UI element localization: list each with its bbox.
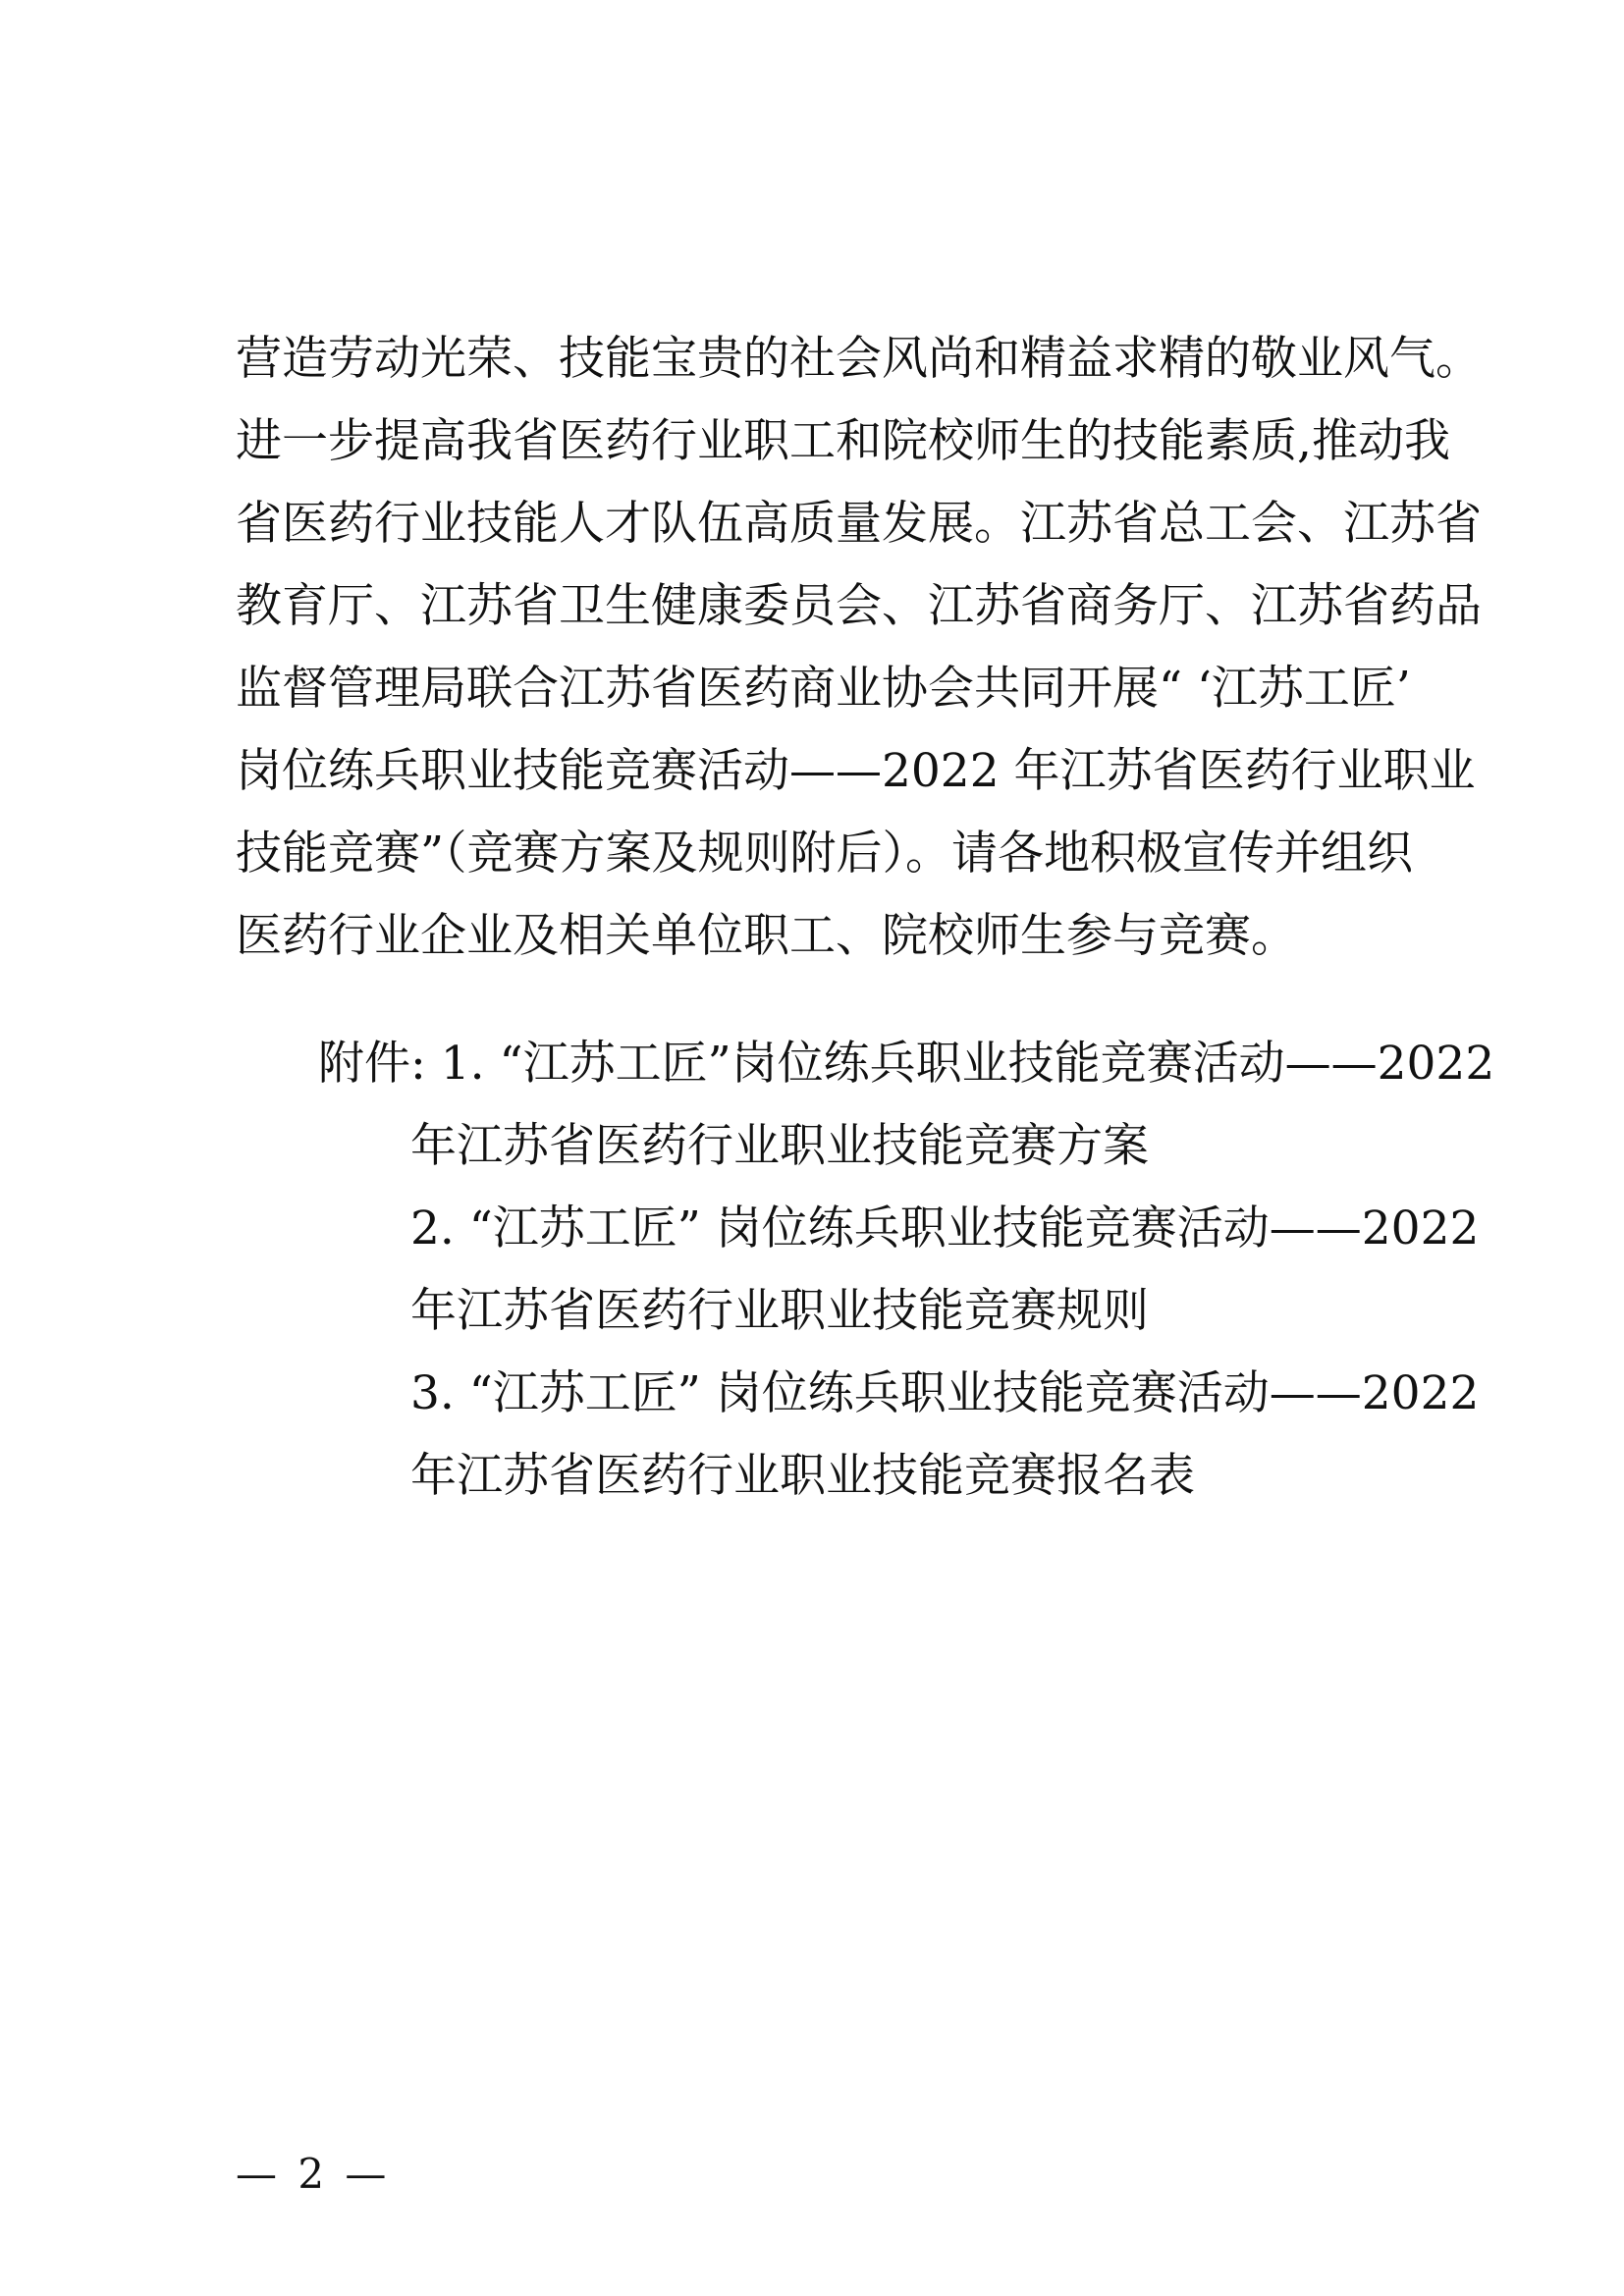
page-number: — 2 —: [236, 2150, 391, 2198]
body-line: 教育厅、江苏省卫生健康委员会、江苏省商务厅、江苏省药品: [236, 579, 1482, 633]
attachment-item-3-cont: 年江苏省医药行业职业技能竞赛报名表: [410, 1449, 1195, 1503]
attachment-item-2: 2. “江苏工匠” 岗位练兵职业技能竞赛活动——2022: [410, 1201, 1480, 1255]
body-line: 省医药行业技能人才队伍高质量发展。江苏省总工会、江苏省: [236, 497, 1482, 551]
attachment-item-1: 附件: 1. “江苏工匠”岗位练兵职业技能竞赛活动——2022: [318, 1037, 1495, 1091]
body-line: 监督管理局联合江苏省医药商业协会共同开展“ ‘江苏工匠’: [236, 662, 1411, 716]
body-line: 进一步提高我省医药行业职工和院校师生的技能素质,推动我: [236, 414, 1450, 468]
body-line: 营造劳动光荣、技能宝贵的社会风尚和精益求精的敬业风气。: [236, 332, 1482, 386]
attachment-item-3: 3. “江苏工匠” 岗位练兵职业技能竞赛活动——2022: [410, 1366, 1480, 1420]
body-line: 技能竞赛”（竞赛方案及规则附后）。请各地积极宣传并组织: [236, 827, 1414, 881]
attachment-item-2-cont: 年江苏省医药行业职业技能竞赛规则: [410, 1284, 1149, 1338]
body-line: 医药行业企业及相关单位职工、院校师生参与竞赛。: [236, 909, 1297, 963]
body-line: 岗位练兵职业技能竞赛活动——2022 年江苏省医药行业职业: [236, 744, 1476, 798]
attachment-item-1-cont: 年江苏省医药行业职业技能竞赛方案: [410, 1119, 1149, 1173]
